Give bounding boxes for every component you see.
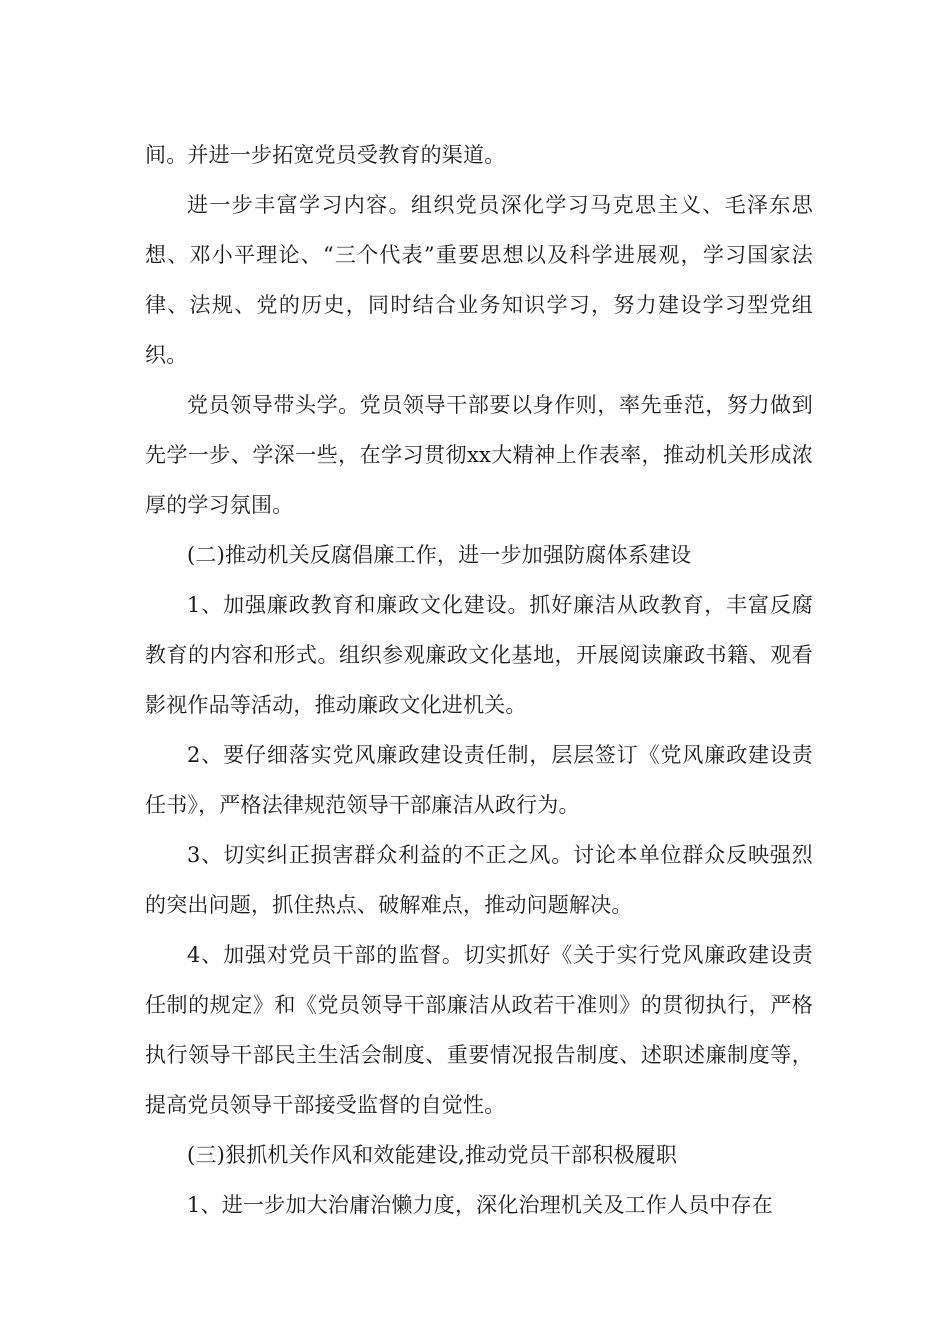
paragraph-leaders-study: 党员领导带头学。党员领导干部要以身作则，率先垂范，努力做到先学一步、学深一些，在学习贯彻xx大精神上作表率，推动机关形成浓厚的学习氛围。	[145, 393, 813, 517]
section-heading-2: (二)推动机关反腐倡廉工作，进一步加强防腐体系建设	[187, 543, 692, 567]
paragraph-item-3: 3、切实纠正损害群众利益的不正之风。讨论本单位群众反映强烈的突出问题，抓住热点、破解难点，推动问题解决。	[145, 843, 813, 917]
paragraph-item-1: 1、加强廉政教育和廉政文化建设。抓好廉洁从政教育，丰富反腐教育的内容和形式。组织参观廉政文化基地，开展阅读廉政书籍、观看影视作品等活动，推动廉政文化进机关。	[145, 593, 813, 717]
section-heading-3: (三)狠抓机关作风和效能建设,推动党员干部积极履职	[187, 1143, 678, 1167]
paragraph-item-2: 2、要仔细落实党风廉政建设责任制，层层签订《党风廉政建设责任书》，严格法律规范领导干部廉洁从政行为。	[145, 743, 813, 817]
paragraph-item-4: 4、加强对党员干部的监督。切实抓好《关于实行党风廉政建设责任制的规定》和《党员领导干部廉洁从政若干准则》的贯彻执行，严格执行领导干部民主生活会制度、重要情况报告制度、述职述廉制度等，提高党员领导干部接受监督的自觉性。	[145, 943, 813, 1117]
document-body	[145, 130, 813, 1230]
paragraph-continuation: 间。并进一步拓宽党员受教育的渠道。	[145, 143, 506, 167]
paragraph-study-content: 进一步丰富学习内容。组织党员深化学习马克思主义、毛泽东思想、邓小平理论、“三个代表”重要思想以及科学进展观，学习国家法律、法规、党的历史，同时结合业务知识学习，努力建设学习型党组织。	[145, 193, 813, 367]
paragraph-item-1-section-3: 1、进一步加大治庸治懒力度，深化治理机关及工作人员中存在	[187, 1193, 773, 1217]
